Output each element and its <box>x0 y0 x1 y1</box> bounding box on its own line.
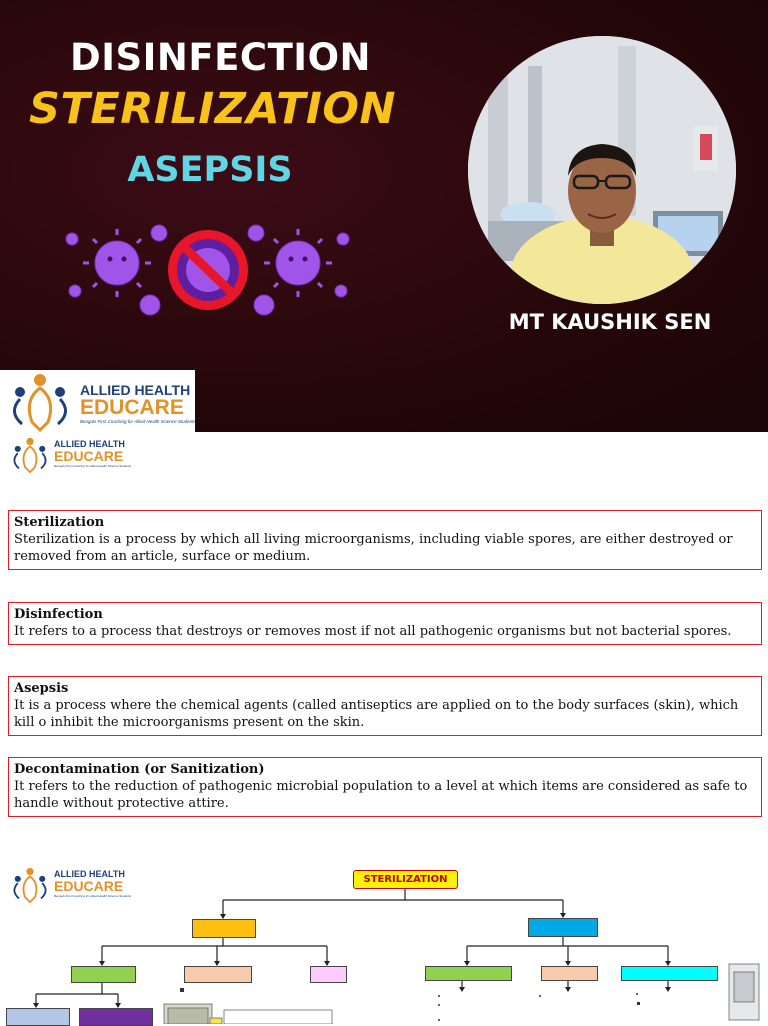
definition-term: Decontamination (or Sanitization) <box>14 762 265 777</box>
definition-sterilization <box>8 510 762 570</box>
definition-text: Sterilization is a process by which all living microorganisms, including viable spores, are either destroyed or removed from an article, surface or medium. <box>14 532 733 564</box>
logo-tagline: Bengals First Coaching for Allied Health Science Students <box>54 464 132 468</box>
logo-line1: ALLIED HEALTH <box>80 382 191 398</box>
banner-title-disinfection: DISINFECTION <box>70 36 371 79</box>
definition-term: Sterilization <box>14 515 105 530</box>
hero-banner <box>0 0 768 432</box>
flowchart-node-chemical <box>528 918 598 937</box>
logo-line1: ALLIED HEALTH <box>54 869 125 879</box>
definition-text: It refers to the reduction of pathogenic microbial population to a level at which items are considered as safe to handle without protective attire. <box>14 779 748 811</box>
flowchart-root-sterilization: STERILIZATION <box>353 870 458 889</box>
definition-text: It refers to a process that destroys or removes most if not all pathogenic organisms but not bacterial spores. <box>14 624 732 639</box>
logo-tagline: Bengals First Coaching for Allied Health Science Students <box>80 419 196 424</box>
flowchart-node-liquid <box>425 966 512 981</box>
logo-line2: EDUCARE <box>80 396 184 419</box>
logo-people-icon <box>8 436 52 474</box>
definition-asepsis <box>8 676 762 736</box>
logo-line2: EDUCARE <box>54 878 124 894</box>
flowchart-node-gas <box>541 966 598 981</box>
brand-logo-small <box>4 434 132 476</box>
definition-text: It is a process where the chemical agents (called antiseptics are applied on to the body surfaces (skin), which kill o inhibit the microorganisms present on the skin. <box>14 698 739 730</box>
banner-title-sterilization: STERILIZATION <box>29 84 396 134</box>
sterilization-flowchart <box>0 860 768 1024</box>
flowchart-node-filtration <box>310 966 347 983</box>
flowchart-node-heat <box>71 966 136 983</box>
definition-term: Disinfection <box>14 607 103 622</box>
definition-disinfection <box>8 602 762 645</box>
logo-tagline: Bengals First Coaching for Allied Health Science Students <box>54 894 132 898</box>
flowchart-node-radiation <box>184 966 252 983</box>
flowchart-node-moist-heat <box>79 1008 153 1026</box>
presenter-name: MT KAUSHIK SEN <box>508 310 712 334</box>
definition-term: Asepsis <box>14 681 69 696</box>
brand-logo-large <box>0 370 195 432</box>
definition-decontamination <box>8 757 762 817</box>
presenter-photo <box>468 36 736 304</box>
banner-title-asepsis: ASEPSIS <box>127 150 293 190</box>
flowchart-node-plasma <box>621 966 718 981</box>
no-virus-icon <box>168 230 248 310</box>
logo-people-icon <box>4 372 76 432</box>
flowchart-node-physical <box>192 919 256 938</box>
flowchart-node-dry-heat <box>6 1008 70 1026</box>
logo-line1: ALLIED HEALTH <box>54 439 125 449</box>
logo-line2: EDUCARE <box>54 448 124 464</box>
virus-illustration <box>55 215 365 325</box>
